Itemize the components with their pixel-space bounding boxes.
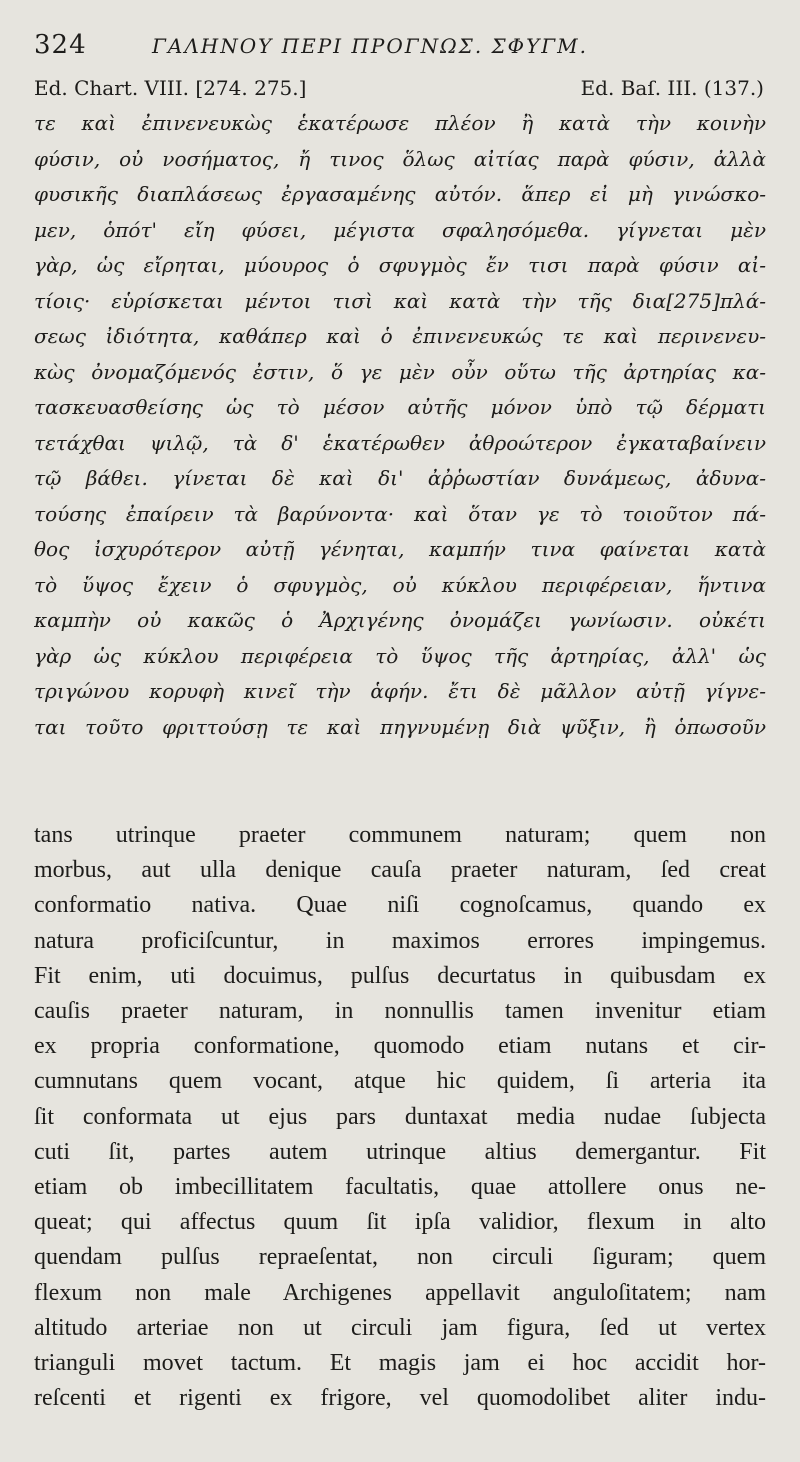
latin-text-line: tans utrinque praeter communem naturam; quem non: [34, 822, 766, 848]
greek-text-line: μεν, ὁπότ' εἴη φύσει, μέγιστα σφαλησόμεθα. γίγνεται μὲν: [34, 217, 766, 242]
latin-text-line: cauſis praeter naturam, in nonnullis tamen invenitur etiam: [34, 998, 766, 1025]
edition-reference-chart: Ed. Chart. VIII. [274. 275.]: [34, 76, 307, 100]
latin-text-line: flexum non male Archigenes appellavit anguloſitatem; nam: [34, 1279, 766, 1306]
greek-text-line: τίοις· εὑρίσκεται μέντοι τισὶ καὶ κατὰ τὴν τῆς δια[275]πλά-: [34, 288, 766, 313]
latin-text-line: etiam ob imbecillitatem facultatis, quae attollere onus ne-: [34, 1174, 766, 1201]
greek-text-line: τασκευασθείσης ὡς τὸ μέσον αὐτῆς μόνον ὑπὸ τῷ δέρματι: [34, 395, 766, 419]
greek-text-line: ται τοῦτο φριττούσῃ τε καὶ πηγνυμένῃ διὰ ψῦξιν, ἢ ὁπωσοῦν: [34, 714, 766, 739]
greek-text-line: φυσικῆς διαπλάσεως ἐργασαμένης αὐτόν. ἅπερ εἰ μὴ γινώσκο-: [34, 182, 766, 206]
greek-text-line: γὰρ, ὡς εἴρηται, μύουρος ὁ σφυγμὸς ἔν τισι παρὰ φύσιν αἰ-: [34, 253, 766, 277]
greek-text-block: [34, 106, 766, 745]
greek-text-line: γὰρ ὡς κύκλου περιφέρεια τὸ ὕψος τῆς ἀρτηρίας, ἀλλ' ὡς: [34, 643, 766, 668]
latin-text-line: Fit enim, uti docuimus, pulſus decurtatus in quibusdam ex: [34, 962, 766, 989]
greek-text-line: κὼς ὀνομαζόμενός ἐστιν, ὅ γε μὲν οὖν οὕτω τῆς ἀρτηρίας κα-: [34, 359, 766, 384]
greek-text-line: τριγώνου κορυφὴ κινεῖ τὴν ἁφήν. ἔτι δὲ μᾶλλον αὐτῇ γίγνε-: [34, 679, 766, 703]
latin-text-line: reſcenti et rigenti ex frigore, vel quomodolibet aliter indu-: [34, 1385, 766, 1412]
page-header: [34, 30, 766, 66]
running-title: ΓΑΛΗΝΟΥ ΠΕΡΙ ΠΡΟΓΝΩΣ. ΣΦΥΓΜ.: [152, 34, 588, 58]
latin-text-line: cumnutans quem vocant, atque hic quidem, ſi arteria ita: [34, 1068, 766, 1095]
greek-text-line: φύσιν, οὐ νοσήματος, ἤ τινος ὅλως αἰτίας παρὰ φύσιν, ἀλλὰ: [34, 146, 766, 171]
greek-text-line: θος ἰσχυρότερον αὐτῇ γένηται, καμπήν τινα φαίνεται κατὰ: [34, 537, 766, 561]
latin-text-line: ſit conformata ut ejus pars duntaxat media nudae ſubjecta: [34, 1103, 766, 1130]
latin-text-line: quendam pulſus repraeſentat, non circuli ſiguram; quem: [34, 1244, 766, 1271]
greek-text-line: σεως ἰδιότητα, καθάπερ καὶ ὁ ἐπινενευκώς τε καὶ περινενευ-: [34, 324, 766, 348]
greek-text-line: καμπὴν οὐ κακῶς ὁ Ἀρχιγένης ὀνομάζει γωνίωσιν. οὐκέτι: [34, 608, 766, 632]
greek-text-line: τε καὶ ἐπινενευκὼς ἑκατέρωσε πλέον ἢ κατὰ τὴν κοινὴν: [34, 111, 766, 135]
latin-text-block: [34, 818, 766, 1416]
latin-text-line: conformatio nativa. Quae niſi cognoſcamus, quando ex: [34, 892, 766, 919]
latin-text-line: cuti ſit, partes autem utrinque altius demergantur. Fit: [34, 1138, 766, 1165]
greek-text-line: τετάχθαι ψιλῷ, τὰ δ' ἑκατέρωθεν ἀθροώτερον ἐγκαταβαίνειν: [34, 430, 766, 455]
page-number: 324: [34, 30, 87, 60]
latin-text-line: ex propria conformatione, quomodo etiam nutans et cir-: [34, 1033, 766, 1060]
greek-text-line: τῷ βάθει. γίνεται δὲ καὶ δι' ἀῤῥωστίαν δυνάμεως, ἀδυνα-: [34, 466, 766, 490]
greek-text-line: τὸ ὕψος ἔχειν ὁ σφυγμὸς, οὐ κύκλου περιφέρειαν, ἥντινα: [34, 572, 766, 597]
latin-text-line: altitudo arteriae non ut circuli jam figura, ſed ut vertex: [34, 1314, 766, 1341]
latin-text-line: natura proficiſcuntur, in maximos errores impingemus.: [34, 927, 766, 954]
latin-text-line: queat; qui affectus quum ſit ipſa validior, flexum in alto: [34, 1209, 766, 1236]
latin-text-line: morbus, aut ulla denique cauſa praeter naturam, ſed creat: [34, 857, 766, 884]
greek-text-line: τούσης ἐπαίρειν τὰ βαρύνοντα· καὶ ὅταν γε τὸ τοιοῦτον πά-: [34, 501, 766, 526]
edition-reference-basel: Ed. Baſ. III. (137.): [580, 76, 764, 100]
latin-text-line: trianguli movet tactum. Et magis jam ei hoc accidit hor-: [34, 1350, 766, 1377]
edition-references: [34, 76, 764, 104]
